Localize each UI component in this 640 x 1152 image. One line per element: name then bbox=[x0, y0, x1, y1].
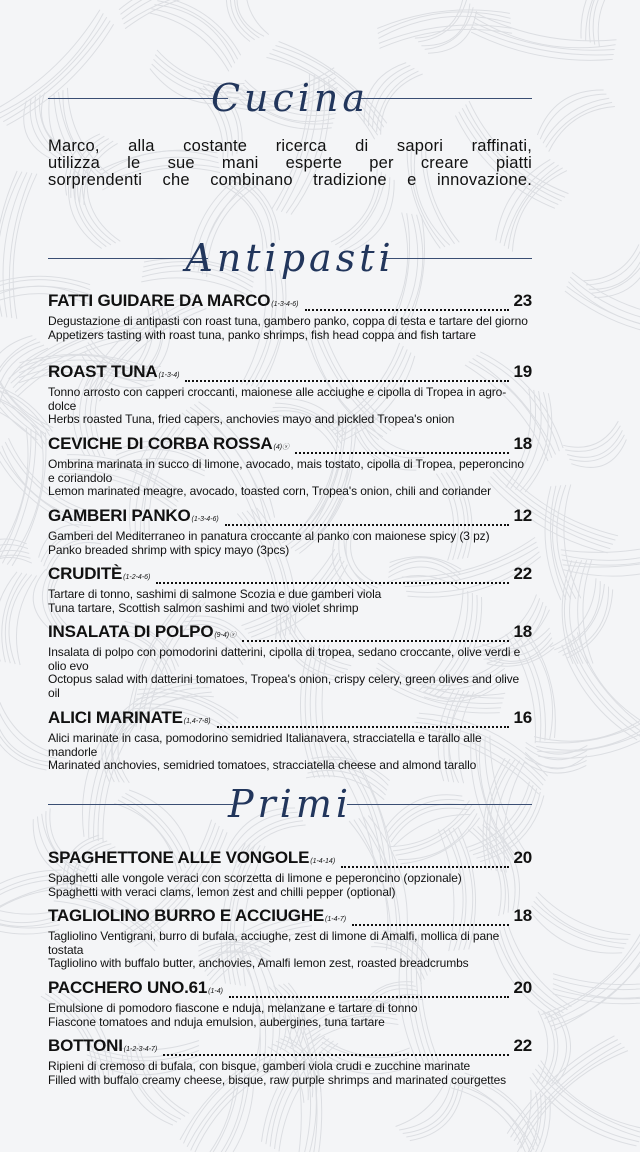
item-description-it: Degustazione di antipasti con roast tuna, gambero panko, coppa di testa e tartare del giorno bbox=[48, 314, 528, 328]
item-name: CEVICHE DI CORBA ROSSA bbox=[48, 434, 273, 453]
item-allergens: (1-4) bbox=[208, 988, 223, 995]
dot-leader bbox=[185, 379, 509, 382]
menu-item bbox=[48, 506, 532, 557]
item-price: 18 bbox=[513, 906, 532, 925]
item-price: 23 bbox=[513, 291, 532, 310]
dot-leader bbox=[295, 451, 509, 454]
item-description-it: Gamberi del Mediterraneo in panatura croccante al panko con maionese spicy (3 pz) bbox=[48, 529, 490, 543]
item-price: 19 bbox=[513, 362, 532, 381]
menu-item bbox=[48, 978, 532, 1029]
item-allergens: (9-4)ⓢ bbox=[214, 632, 237, 639]
item-description-en: Filled with buffalo creamy cheese, bisque, raw purple shrimps and marinated courgettes bbox=[48, 1072, 507, 1087]
item-allergens: (4)ⓢ bbox=[273, 444, 290, 451]
item-allergens: (1-3-4-6) bbox=[271, 301, 299, 308]
item-allergens: (1,4-7-8) bbox=[183, 718, 211, 725]
item-price: 18 bbox=[513, 622, 532, 641]
item-allergens: (1-4-14) bbox=[310, 858, 336, 865]
item-allergens: (1-2-3-4-7) bbox=[123, 1046, 158, 1053]
item-description-it: Spaghetti alle vongole veraci con scorzetta di limone e peperoncino (opzionale) bbox=[48, 871, 462, 885]
item-price: 22 bbox=[513, 564, 532, 583]
item-description-en: Spaghetti with veraci clams, lemon zest and chilli pepper (optional) bbox=[48, 884, 396, 899]
item-name: ROAST TUNA bbox=[48, 362, 158, 381]
item-description-en: Herbs roasted Tuna, fried capers, anchovies mayo and pickled Tropea's onion bbox=[48, 412, 455, 426]
section-header-cucina bbox=[48, 70, 532, 126]
intro-text bbox=[48, 138, 532, 189]
dot-leader bbox=[217, 725, 510, 728]
intro-line: utilizza le sue mani esperte per creare piatti bbox=[48, 154, 532, 172]
section-header-primi bbox=[48, 776, 532, 832]
item-description-en: Appetizers tasting with roast tuna, panko shrimps, fish head coppa and fish tartare bbox=[48, 327, 476, 342]
item-allergens: (1-3-4) bbox=[158, 372, 180, 379]
item-description-it: Tartare di tonno, sashimi di salmone Scozia e due gamberi viola bbox=[48, 587, 382, 601]
menu-item bbox=[48, 362, 532, 427]
item-description-en: Tagliolino with buffalo butter, anchovies, Amalfi lemon zest, roasted breadcrumbs bbox=[48, 956, 469, 970]
item-name: BOTTONI bbox=[48, 1036, 123, 1055]
menu-item bbox=[48, 564, 532, 615]
item-name: SPAGHETTONE ALLE VONGOLE bbox=[48, 848, 310, 867]
item-description-en: Panko breaded shrimp with spicy mayo (3pcs) bbox=[48, 542, 290, 557]
item-description-it: Ombrina marinata in succo di limone, avocado, mais tostato, cipolla di Tropea, peperoncino e coriandolo bbox=[48, 457, 524, 485]
item-price: 16 bbox=[513, 708, 532, 727]
item-allergens: (1-4-7) bbox=[325, 916, 347, 923]
item-price: 20 bbox=[513, 848, 532, 867]
section-title-primi: Primi bbox=[227, 782, 353, 826]
item-description-it: Ripieni di cremoso di bufala, con bisque, gamberi viola crudi e zucchine marinate bbox=[48, 1059, 471, 1073]
item-name: TAGLIOLINO BURRO E ACCIUGHE bbox=[48, 906, 325, 925]
intro-line: Marco, alla costante ricerca di sapori raffinati, bbox=[48, 137, 532, 155]
section-header-antipasti bbox=[48, 230, 532, 286]
item-price: 22 bbox=[513, 1036, 532, 1055]
menu-item bbox=[48, 848, 532, 899]
item-name: PACCHERO UNO.61 bbox=[48, 978, 208, 997]
item-allergens: (1-2-4-6) bbox=[123, 574, 151, 581]
item-name: ALICI MARINATE bbox=[48, 708, 183, 727]
item-description-it: Insalata di polpo con pomodorini datterini, cipolla di tropea, sedano croccante, olive verdi e olio evo bbox=[48, 645, 521, 673]
intro-line: sorprendenti che combinano tradizione e innovazione. bbox=[48, 171, 532, 189]
item-name: FATTI GUIDARE DA MARCO bbox=[48, 291, 271, 310]
menu-item bbox=[48, 622, 532, 700]
item-name: GAMBERI PANKO bbox=[48, 506, 191, 525]
item-price: 18 bbox=[513, 434, 532, 453]
item-description-en: Fiascone tomatoes and nduja emulsion, aubergines, tuna tartare bbox=[48, 1014, 385, 1029]
item-description-en: Lemon marinated meagre, avocado, toasted corn, Tropea's onion, chili and coriander bbox=[48, 484, 492, 498]
menu-item bbox=[48, 1036, 532, 1087]
item-description-it: Emulsione di pomodoro fiascone e nduja, melanzane e tartare di tonno bbox=[48, 1001, 418, 1015]
dot-leader bbox=[341, 865, 509, 868]
item-name: CRUDITÈ bbox=[48, 564, 123, 583]
dot-leader bbox=[225, 523, 510, 526]
item-description-it: Tagliolino Ventigrani, burro di bufala, acciughe, zest di limone di Amalfi, mollica di pane tostata bbox=[48, 929, 500, 957]
dot-leader bbox=[305, 308, 510, 311]
item-description-en: Octopus salad with datterini tomatoes, Tropea's onion, crispy celery, green olives and olive oil bbox=[48, 672, 520, 700]
item-name: INSALATA DI POLPO bbox=[48, 622, 214, 641]
section-title-antipasti: Antipasti bbox=[185, 236, 395, 280]
menu-item bbox=[48, 434, 532, 499]
dot-leader bbox=[352, 923, 509, 926]
item-price: 12 bbox=[513, 506, 532, 525]
menu-item bbox=[48, 906, 532, 971]
item-allergens: (1-3-4-6) bbox=[191, 516, 219, 523]
dot-leader bbox=[229, 995, 510, 998]
section-title-cucina: Cucina bbox=[210, 76, 370, 120]
menu-item bbox=[48, 291, 532, 342]
dot-leader bbox=[163, 1053, 509, 1056]
item-description-en: Tuna tartare, Scottish salmon sashimi and two violet shrimp bbox=[48, 600, 359, 615]
menu-item bbox=[48, 708, 532, 773]
dot-leader bbox=[242, 639, 509, 642]
item-description-en: Marinated anchovies, semidried tomatoes, stracciatella cheese and almond tarallo bbox=[48, 758, 477, 772]
item-description-it: Alici marinate in casa, pomodorino semidried Italianavera, stracciatella e tarallo alle mandorle bbox=[48, 731, 482, 759]
item-price: 20 bbox=[513, 978, 532, 997]
item-description-it: Tonno arrosto con capperi croccanti, maionese alle acciughe e cipolla di Tropea in agro-dolce bbox=[48, 385, 507, 413]
dot-leader bbox=[156, 581, 509, 584]
